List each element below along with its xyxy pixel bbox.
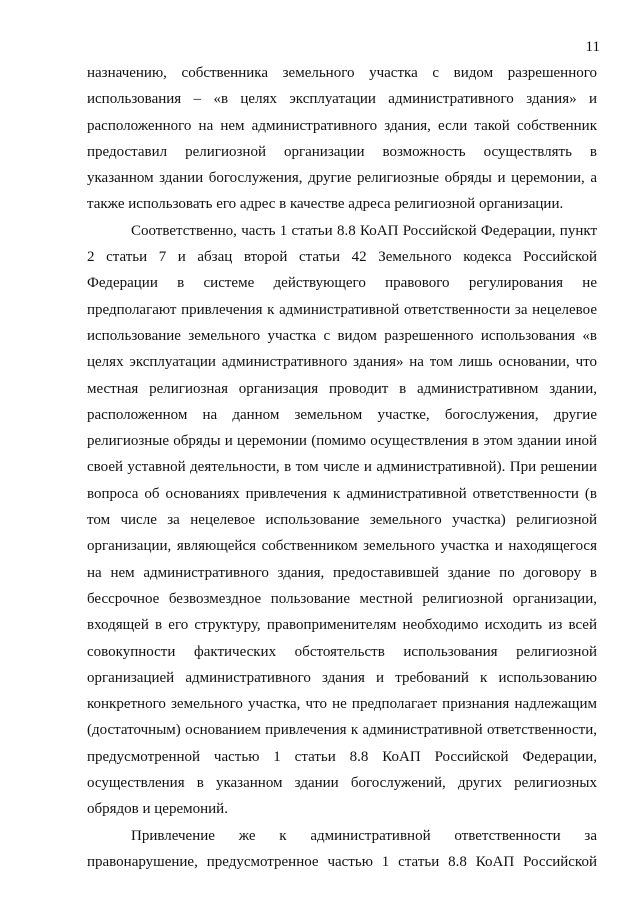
text-line: обрядов и церемоний. <box>87 801 228 818</box>
text-line: Соответственно, часть 1 статьи 8.8 КоАП Российской Федерации, пункт <box>131 222 597 239</box>
text-line: расположенного на нем административного здания, если такой собственник <box>87 117 597 134</box>
text-line: местная религиозная организация проводит в административном здании, <box>87 380 597 397</box>
text-line: расположенном на данном земельном участке, богослужения, другие <box>87 406 597 423</box>
text-line: входящей в его структуру, правоприменителям необходимо исходить из всей <box>87 617 597 634</box>
text-line: бессрочное безвозмездное пользование местной религиозной организации, <box>87 590 597 607</box>
text-line: 2 статьи 7 и абзац второй статьи 42 Земельного кодекса Российской <box>87 249 597 266</box>
text-line: совокупности фактических обстоятельств использования религиозной <box>87 643 597 660</box>
text-line: организации, являющейся собственником земельного участка и находящегося <box>87 538 597 555</box>
document-body <box>87 60 597 875</box>
text-line: предполагают привлечения к административной ответственности за нецелевое <box>87 301 597 318</box>
text-line: использования – «в целях эксплуатации административного здания» и <box>87 91 597 108</box>
text-line: указанном здании богослужения, другие религиозные обряды и церемонии, а <box>87 170 597 187</box>
text-line: организацией административного здания и требований к использованию <box>87 669 597 686</box>
text-line: на нем административного здания, предоставившей здание по договору в <box>87 564 597 581</box>
text-line: осуществления в указанном здании богослужений, других религиозных <box>87 775 597 792</box>
text-line: назначению, собственника земельного участка с видом разрешенного <box>87 65 597 81</box>
text-line: также использовать его адрес в качестве адреса религиозной организации. <box>87 196 564 213</box>
paragraph <box>87 218 597 823</box>
text-line: религиозные обряды и церемонии (помимо осуществления в этом здании иной <box>87 433 597 450</box>
text-line: Привлечение же к административной ответственности за <box>131 827 597 844</box>
paragraph <box>87 823 597 876</box>
text-line: конкретного земельного участка, что не предполагает признания надлежащим <box>87 696 597 713</box>
text-line: правонарушение, предусмотренное частью 1 статьи 8.8 КоАП Российской <box>87 853 597 870</box>
page-number: 11 <box>585 39 600 55</box>
text-line: целях эксплуатации административного здания» на том лишь основании, что <box>87 354 597 371</box>
text-line: своей уставной деятельности, в том числе и административной). При решении <box>87 459 597 476</box>
text-line: использование земельного участка с видом разрешенного использования «в <box>87 327 597 344</box>
text-line: (достаточным) основанием привлечения к административной ответственности, <box>87 722 597 739</box>
text-line: Федерации в системе действующего правового регулирования не <box>87 275 597 292</box>
text-line: предоставил религиозной организации возможность осуществлять в <box>87 143 597 160</box>
text-line: том числе за нецелевое использование земельного участка) религиозной <box>87 512 597 529</box>
text-line: вопроса об основаниях привлечения к административной ответственности (в <box>87 485 597 502</box>
text-line: предусмотренной частью 1 статьи 8.8 КоАП Российской Федерации, <box>87 748 597 765</box>
paragraph <box>87 60 597 218</box>
